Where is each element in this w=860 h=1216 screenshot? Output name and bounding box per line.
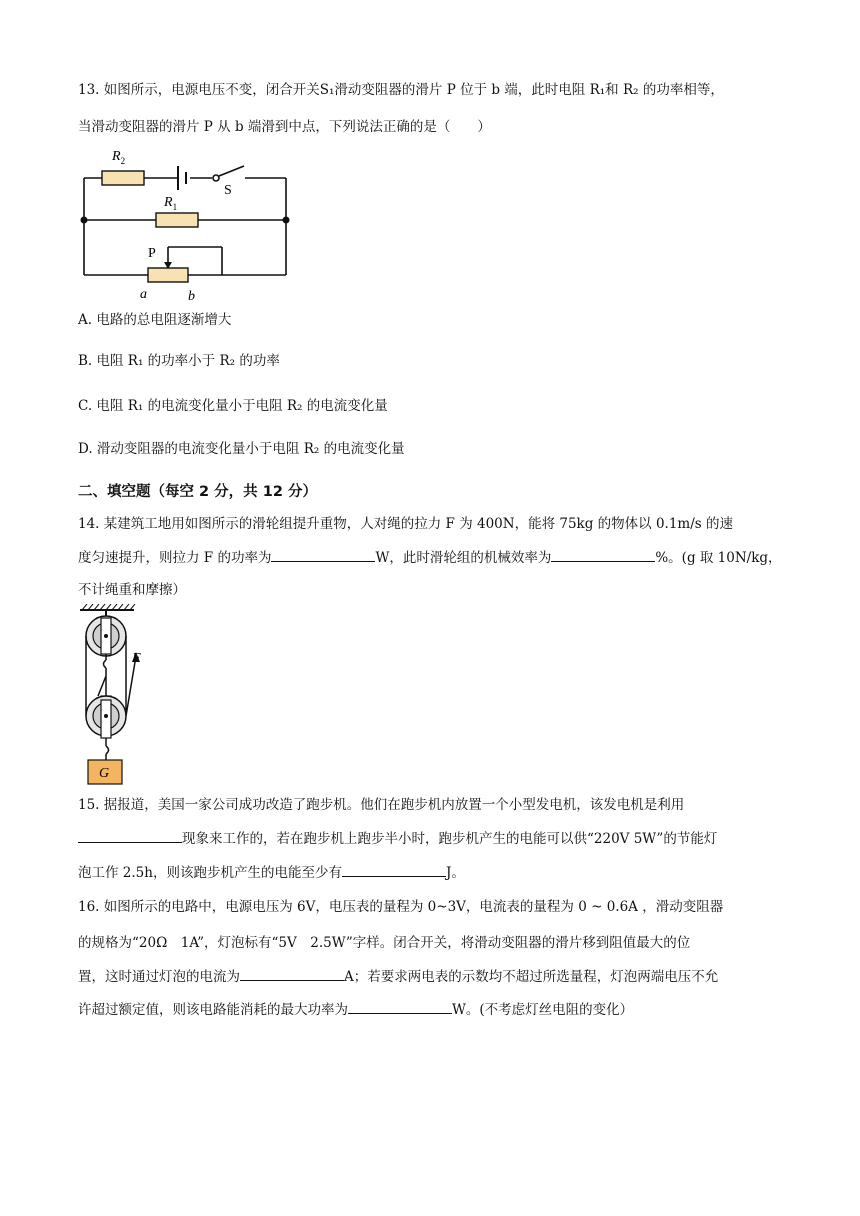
r1-label: R	[164, 195, 173, 210]
q15-blank-phenomenon[interactable]	[78, 828, 182, 843]
end-b-label: b	[188, 289, 195, 304]
svg-text:R1	[163, 195, 177, 212]
q16-line1: 16. 如图所示的电路中，电源电压为 6V，电压表的量程为 0~3V，电流表的量程为 0 ~ 0.6A ，滑动变阻器	[78, 899, 724, 915]
q15-text-d: J。	[445, 865, 465, 881]
q14-text-a: 度匀速提升，则拉力 F 的功率为	[78, 550, 272, 566]
q15-line3	[78, 862, 465, 883]
slider-label: P	[148, 246, 156, 261]
q16-text-a: 置，这时通过灯泡的电流为	[78, 969, 240, 985]
r2-sub: 2	[120, 156, 126, 166]
weight-label: G	[99, 766, 110, 781]
section-title: 二、填空题（每空 2 分，共 12 分）	[78, 484, 317, 500]
svg-text:R2	[111, 149, 125, 166]
q14-text-b: W，此时滑轮组的机械效率为	[375, 550, 552, 566]
q15-line1: 15. 据报道，美国一家公司成功改造了跑步机。他们在跑步机内放置一个小型发电机，该发电机是利用	[78, 797, 685, 813]
q13-option-a: A. 电路的总电阻逐渐增大	[78, 312, 232, 328]
q16-line2: 的规格为“20Ω 1A”，灯泡标有“5V 2.5W”字样。闭合开关，将滑动变阻器的滑片移到阻值最大的位	[78, 935, 691, 951]
q15-text-c: 泡工作 2.5h，则该跑步机产生的电能至少有	[78, 865, 342, 881]
q16-blank-current[interactable]	[240, 966, 344, 981]
q13-line2: 当滑动变阻器的滑片 P 从 b 端滑到中点，下列说法正确的是（ ）	[78, 119, 491, 135]
q15-text-b: 现象来工作的，若在跑步机上跑步半小时，跑步机产生的电能可以供“220V 5W”的节能灯	[182, 831, 718, 847]
q14-text-c: %。(g 取 10N/kg，	[655, 550, 782, 566]
q16-text-c: 许超过额定值，则该电路能消耗的最大功率为	[78, 1002, 348, 1018]
circuit-diagram-q13	[70, 140, 310, 305]
q14-line2	[78, 547, 782, 568]
q16-text-d: W。(不考虑灯丝电阻的变化）	[452, 1002, 634, 1018]
q14-blank-power[interactable]	[271, 547, 375, 562]
q13-option-d: D. 滑动变阻器的电流变化量小于电阻 R₂ 的电流变化量	[78, 441, 405, 457]
q13-option-c: C. 电阻 R₁ 的电流变化量小于电阻 R₂ 的电流变化量	[78, 398, 388, 414]
q16-line3	[78, 966, 718, 987]
q14-line3: 不计绳重和摩擦）	[78, 582, 186, 598]
q16-text-b: A；若要求两电表的示数均不超过所选量程，灯泡两端电压不允	[344, 969, 719, 985]
q14-line1: 14. 某建筑工地用如图所示的滑轮组提升重物，人对绳的拉力 F 为 400N，能将 75kg 的物体以 0.1m/s 的速	[78, 516, 733, 532]
q15-blank-energy[interactable]	[342, 862, 446, 877]
end-a-label: a	[140, 287, 147, 302]
q13-line1: 13. 如图所示，电源电压不变，闭合开关S₁滑动变阻器的滑片 P 位于 b 端，此时电阻 R₁和 R₂ 的功率相等，	[78, 82, 724, 98]
q16-line4	[78, 999, 633, 1020]
r2-label: R	[112, 149, 121, 164]
force-label: F	[132, 651, 141, 666]
r1-sub: 1	[172, 202, 178, 212]
pulley-diagram-q14	[70, 604, 180, 786]
q13-option-b: B. 电阻 R₁ 的功率小于 R₂ 的功率	[78, 353, 280, 369]
q14-blank-efficiency[interactable]	[551, 547, 655, 562]
q15-line2	[78, 828, 717, 849]
switch-label: S	[224, 183, 232, 198]
q16-blank-power[interactable]	[348, 999, 452, 1014]
